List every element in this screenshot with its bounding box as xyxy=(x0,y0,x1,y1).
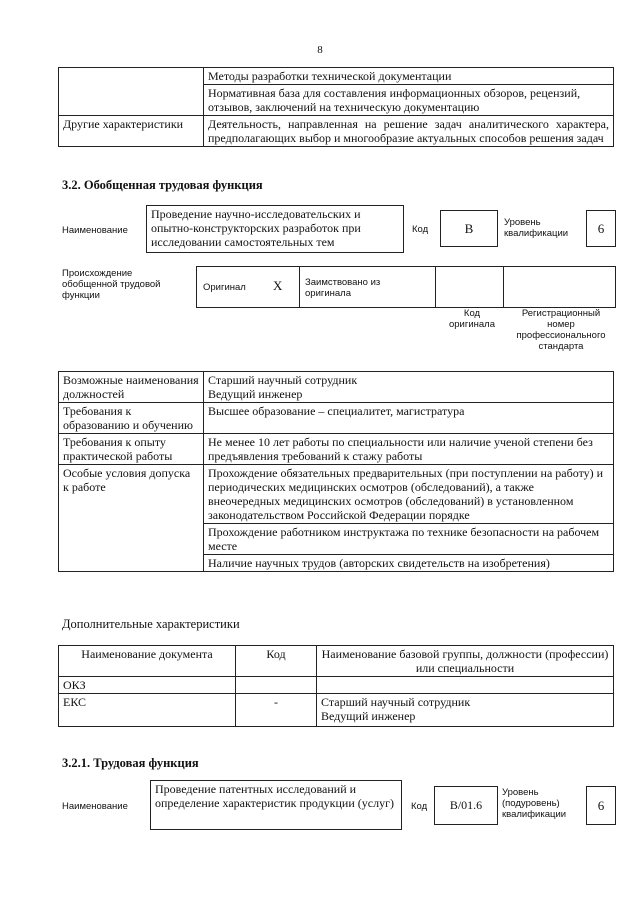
additional-header: Наименование базовой группы, должности (профессии) или специальности xyxy=(317,646,614,677)
req-label: Возможные наименования должностей xyxy=(59,372,204,403)
function-name-box: Проведение патентных исследований и определение характеристик продукции (услуг) xyxy=(150,780,402,830)
borrowed-label: Заимствовано из оригинала xyxy=(305,277,381,299)
code-value-box: B/01.6 xyxy=(434,786,498,825)
level-label: Уровень (подуровень) квалификации xyxy=(502,787,567,820)
req-value xyxy=(204,372,614,403)
section-heading-3-2: 3.2. Обобщенная трудовая функция xyxy=(62,178,263,192)
additional-header: Наименование документа xyxy=(59,646,236,677)
divider xyxy=(299,267,300,307)
code-label: Код xyxy=(411,801,428,812)
top-table xyxy=(58,67,614,147)
req-value-line: Старший научный сотрудник xyxy=(208,373,358,387)
reg-number-label: Регистрационный номер профессионального стандарта xyxy=(516,308,606,352)
divider xyxy=(435,267,436,307)
origin-label: Происхождение обобщенной трудовой функции xyxy=(62,268,161,301)
req-value-line: Ведущий инженер xyxy=(208,387,303,401)
additional-code: - xyxy=(236,694,317,727)
req-value: Прохождение обязательных предварительных (при поступлении на работу) и периодических медицинских осмотров (обследований), а также внеочередных медицинских осмотров (обследований) в установленном законодательством Российской Федерации порядке xyxy=(204,465,614,524)
top-table-empty-label xyxy=(59,68,204,116)
top-table-cell: Методы разработки технической документации xyxy=(204,68,614,85)
additional-table xyxy=(58,645,614,727)
additional-name xyxy=(317,677,614,694)
additional-doc: ЕКС xyxy=(59,694,236,727)
original-mark: X xyxy=(273,278,283,293)
req-value: Прохождение работником инструктажа по технике безопасности на рабочем месте xyxy=(204,524,614,555)
name-label: Наименование xyxy=(62,801,128,812)
page-number: 8 xyxy=(317,44,323,56)
name-label: Наименование xyxy=(62,225,128,236)
additional-heading: Дополнительные характеристики xyxy=(62,617,240,631)
additional-name: Старший научный сотрудник Ведущий инженер xyxy=(317,694,614,727)
req-label: Требования к опыту практической работы xyxy=(59,434,204,465)
code-value-box: B xyxy=(440,210,498,247)
req-value: Высшее образование – специалитет, магистратура xyxy=(204,403,614,434)
additional-header: Код xyxy=(236,646,317,677)
top-table-label: Другие характеристики xyxy=(59,116,204,147)
req-value: Не менее 10 лет работы по специальности или наличие ученой степени без предъявления требований к стажу работы xyxy=(204,434,614,465)
original-label: Оригинал xyxy=(203,282,246,293)
top-table-cell: Нормативная база для составления информационных обзоров, рецензий, отзывов, заключений на техническую документацию xyxy=(204,85,614,116)
function-name-box: Проведение научно-исследовательских и опытно-конструкторских разработок при исследовании самостоятельных тем xyxy=(146,205,404,253)
level-label: Уровень квалификации xyxy=(504,217,569,239)
top-table-cell: Деятельность, направленная на решение задач аналитического характера, предполагающих выбор и многообразие актуальных способов решения задач xyxy=(204,116,614,147)
code-label: Код xyxy=(412,224,429,235)
additional-code xyxy=(236,677,317,694)
code-original-label: Код оригинала xyxy=(448,308,495,330)
requirements-table xyxy=(58,371,614,572)
req-value: Наличие научных трудов (авторских свидетельств на изобретения) xyxy=(204,555,614,572)
divider xyxy=(503,267,504,307)
section-heading-3-2-1: 3.2.1. Трудовая функция xyxy=(62,756,199,770)
level-value-box: 6 xyxy=(586,210,616,247)
req-label: Особые условия допуска к работе xyxy=(59,465,204,572)
req-label: Требования к образованию и обучению xyxy=(59,403,204,434)
origin-box xyxy=(196,266,616,308)
level-value-box: 6 xyxy=(586,786,616,825)
additional-doc: ОКЗ xyxy=(59,677,236,694)
